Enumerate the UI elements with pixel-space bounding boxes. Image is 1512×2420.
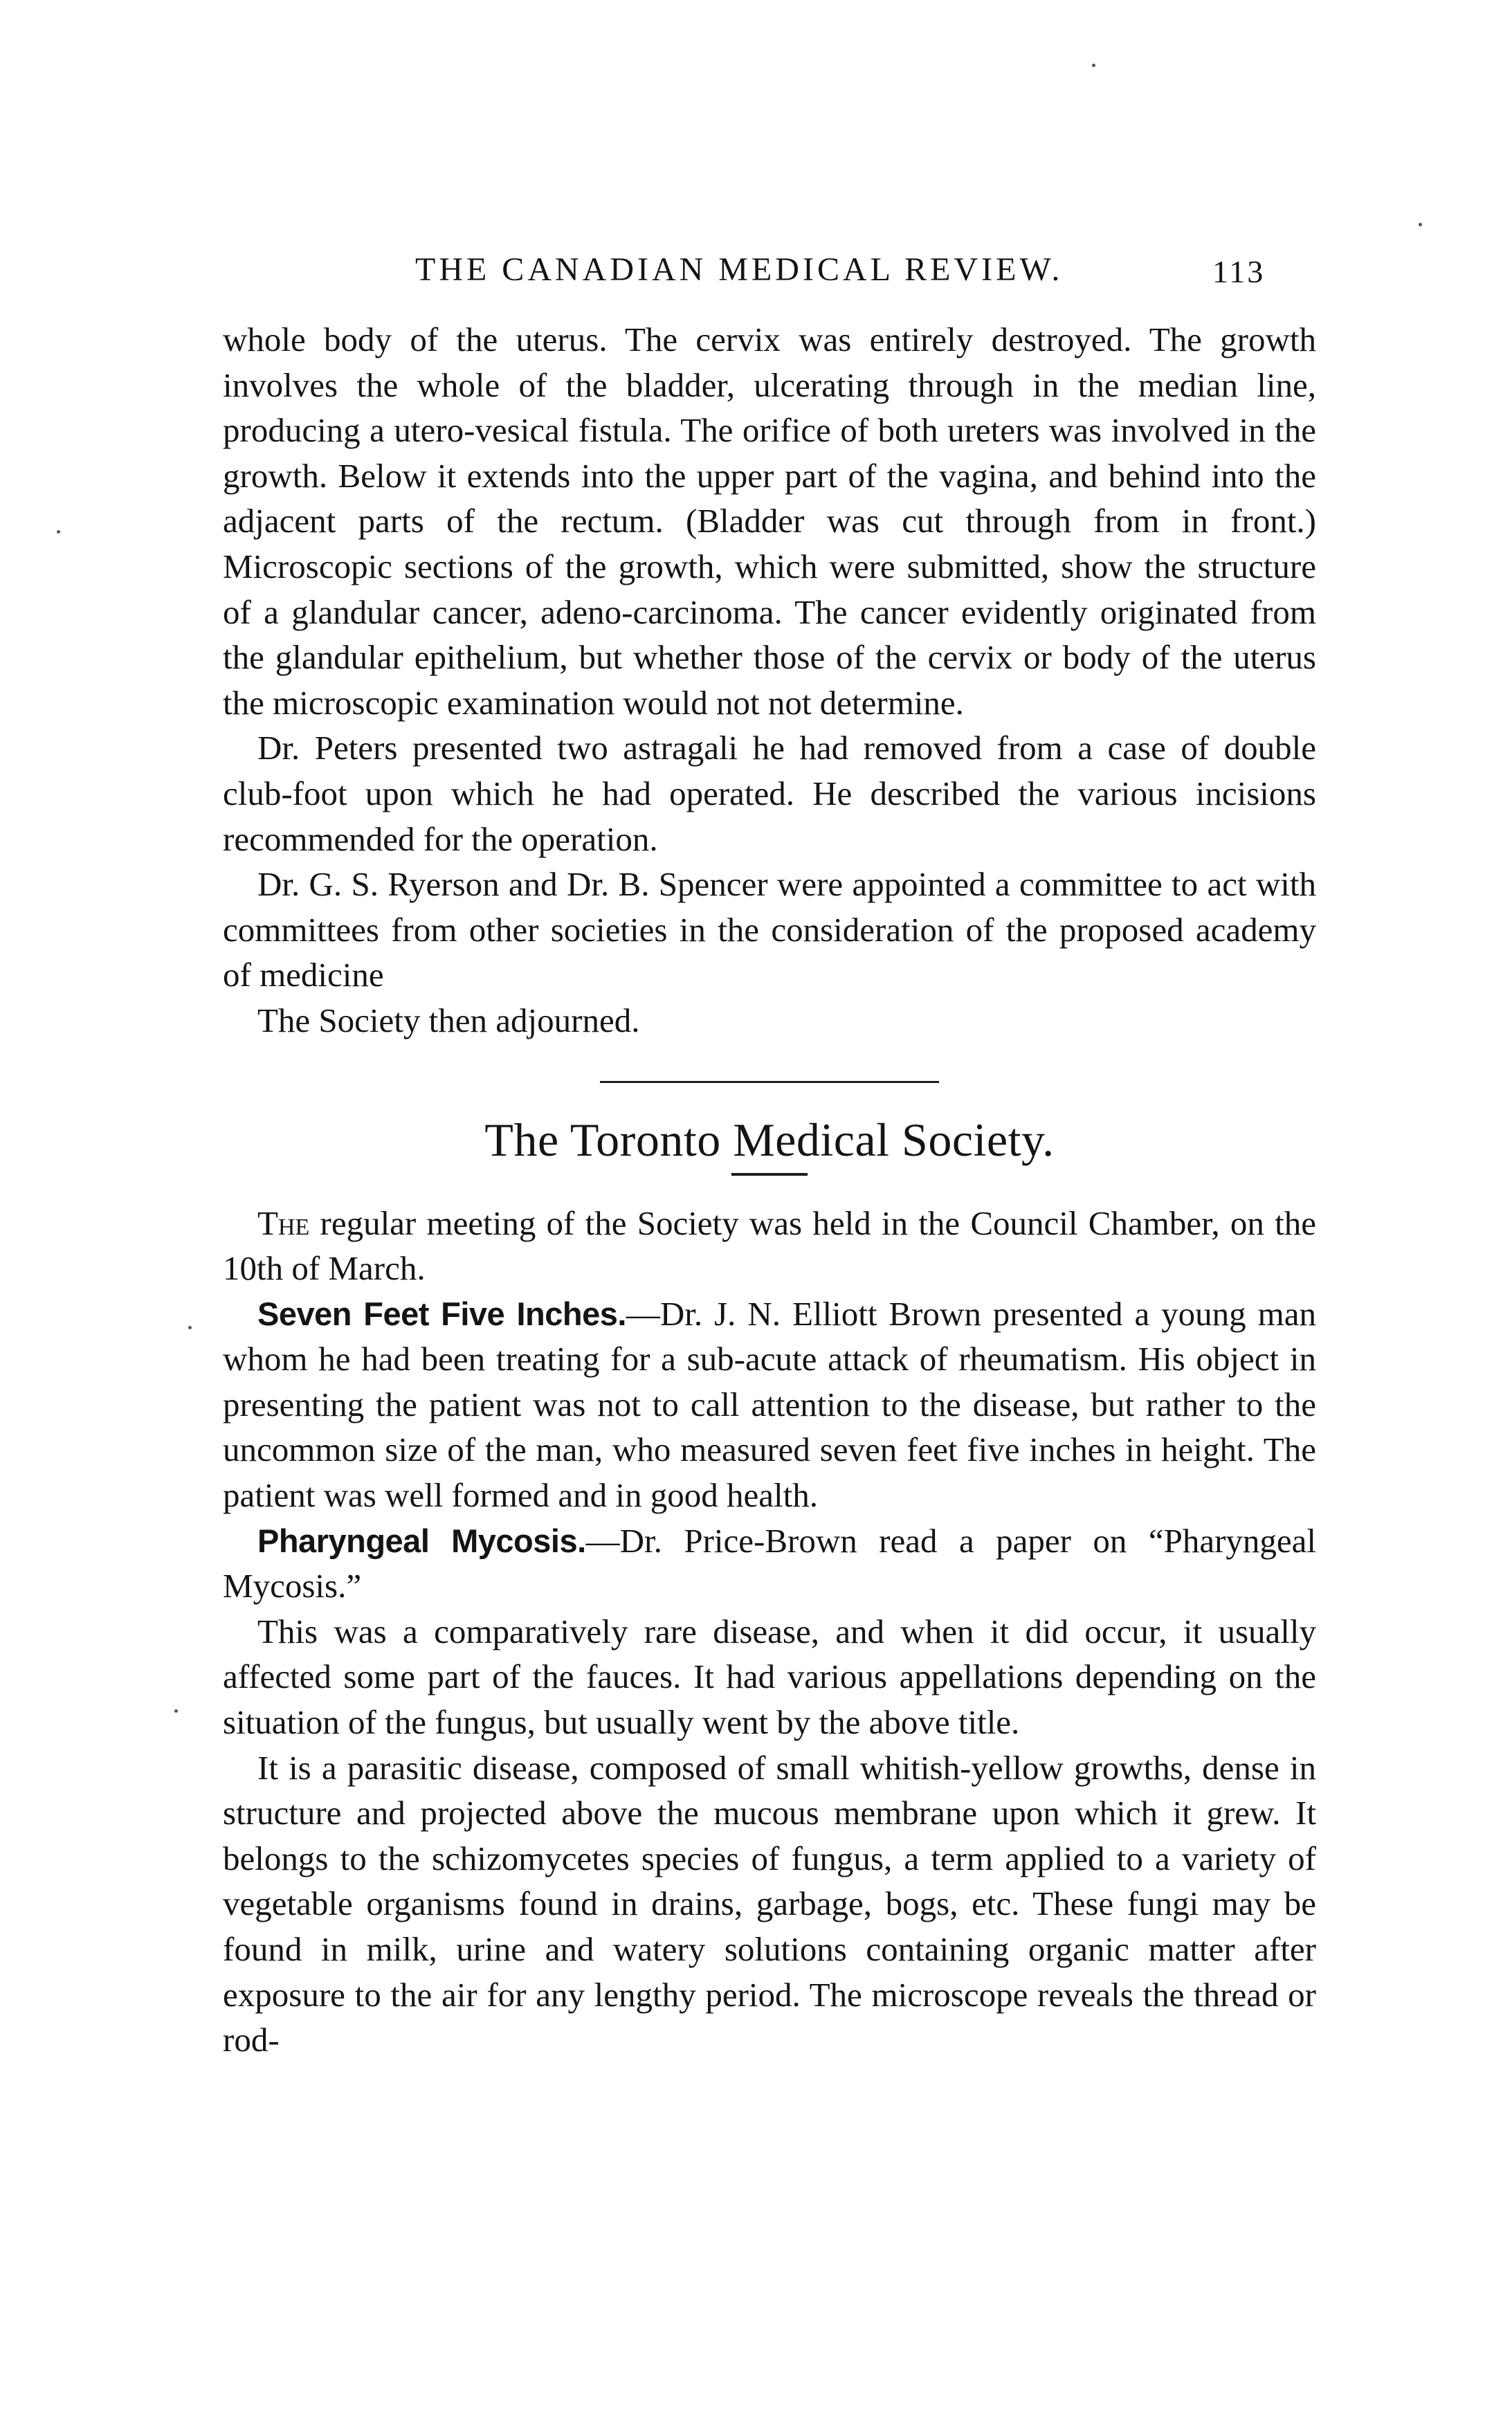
intro-text: regular meeting of the Society was held in the Council Chamber, on the 10th of March.	[223, 1203, 1316, 1288]
seven-feet-heading: Seven Feet Five Inches.	[257, 1295, 626, 1332]
mycosis-paragraph	[223, 1518, 1316, 1609]
title-underline	[731, 1173, 808, 1176]
running-head: THE CANADIAN MEDICAL REVIEW.	[415, 251, 1064, 288]
mycosis-text: —Dr. Price-Brown read a paper on “Pharyngeal Mycosis.”	[223, 1521, 1316, 1605]
seven-feet-text: —Dr. J. N. Elliott Brown presented a young man whom he had been treating for a sub-acute attack of rheumatism. His object in presenting the patient was not to call attention to the disease, but rather to the uncommon size of the man, who measured seven feet five inches in height. The patient was well formed and in good health.	[223, 1294, 1316, 1515]
intro-first-word: The	[257, 1203, 310, 1242]
section-divider	[600, 1081, 939, 1083]
continued-paragraph: whole body of the uterus. The cervix was entirely destroyed. The growth involves the whole of the bladder, ulcerating through in the median line, producing a utero-vesical fistula. The orifice of both ureters was involved in the growth. Below it extends into the upper part of the vagina, and behind into the adjacent parts of the rectum. (Bladder was cut through from in front.) Microscopic sections of the growth, which were submitted, show the structure of a glandular cancer, adeno-carcinoma. The cancer evidently originated from the glandular epithelium, but whether those of the cervix or body of the uterus the microscopic examination would not not determine.	[223, 320, 1316, 722]
scan-speck	[57, 530, 60, 534]
scan-speck	[1419, 223, 1422, 226]
seven-feet-paragraph	[223, 1291, 1316, 1518]
section-title: The Toronto Medical Society.	[484, 1113, 1055, 1166]
scan-speck	[1092, 64, 1095, 67]
peters-paragraph: Dr. Peters presented two astragali he had removed from a case of double club-foot upon which he had operated. He described the various incisions recommended for the operation.	[223, 729, 1316, 858]
article-column	[223, 317, 1316, 2063]
mycosis-heading: Pharyngeal Mycosis.	[257, 1522, 586, 1559]
parasitic-paragraph: It is a parasitic disease, composed of small whitish-yellow growths, dense in structure and projected above the mucous membrane upon which it grew. It belongs to the schizomycetes species of fungus, a term applied to a variety of vegetable organisms found in drains, garbage, bogs, etc. These fungi may be found in milk, urine and watery solutions containing organic matter after exposure to the air for any lengthy period. The microscope reveals the thread or rod-	[223, 1748, 1316, 2059]
rare-disease-paragraph: This was a comparatively rare disease, and when it did occur, it usually affected some part of the fauces. It had various appellations depending on the situation of the fungus, but usually went by the above title.	[223, 1612, 1316, 1742]
intro-paragraph	[223, 1201, 1316, 1291]
committee-paragraph: Dr. G. S. Ryerson and Dr. B. Spencer were appointed a committee to act with committees from other societies in the consideration of the proposed academy of medicine	[223, 865, 1316, 994]
scan-speck	[188, 1326, 192, 1329]
page-number: 113	[1212, 254, 1266, 289]
adjourned-paragraph: The Society then adjourned.	[257, 1001, 640, 1039]
scan-speck	[174, 1709, 178, 1713]
